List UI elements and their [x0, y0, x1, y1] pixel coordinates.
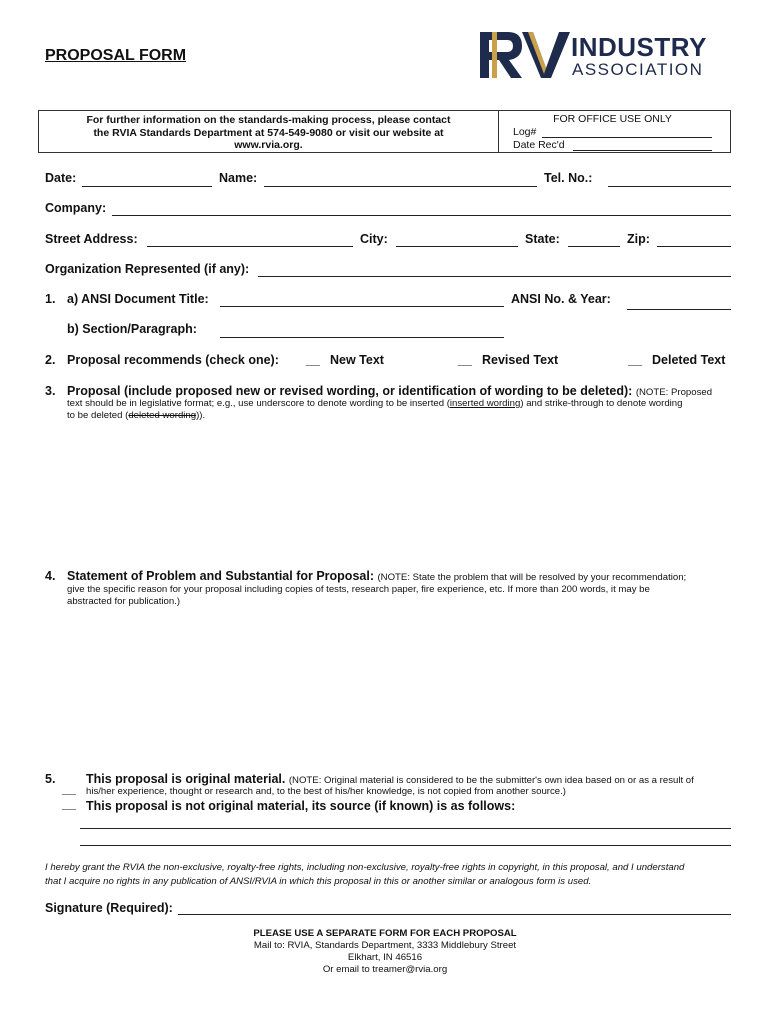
log-label: Log#: [513, 126, 537, 138]
organization-label: Organization Represented (if any):: [45, 262, 250, 276]
new-text-label: New Text: [330, 353, 384, 367]
logo-industry: INDUSTRY: [571, 32, 707, 62]
contact-line-3: www.rvia.org.: [234, 139, 303, 151]
item2-number: 2.: [45, 353, 56, 367]
problem-statement-area[interactable]: [45, 612, 731, 762]
item3-note-e: )).: [196, 410, 206, 421]
item3-note: [67, 398, 737, 422]
section-paragraph-field[interactable]: [220, 337, 504, 338]
item3-note-c: ) and strike-through to denote wording: [520, 398, 683, 409]
info-box: [38, 110, 731, 153]
deleted-wording-example: deleted wording: [128, 410, 197, 421]
rights-grant: [45, 861, 735, 889]
signature-field[interactable]: [178, 914, 731, 915]
proposal-text-area[interactable]: [45, 428, 731, 558]
street-field[interactable]: [147, 246, 353, 247]
grant-line-1: I hereby grant the RVIA the non-exclusive, royalty-free rights, including non-exclusive, royalty-free rights in copyright, in this proposal, and I understand: [45, 862, 685, 873]
item1-number: 1.: [45, 292, 56, 306]
state-field[interactable]: [568, 246, 620, 247]
city-field[interactable]: [396, 246, 518, 247]
deleted-text-label: Deleted Text: [652, 353, 726, 367]
not-original-material-checkbox[interactable]: __: [62, 797, 76, 811]
item4-title: Statement of Problem and Substantial for Proposal:: [67, 569, 374, 583]
office-use-box: [499, 111, 730, 154]
item4-number: 4.: [45, 569, 56, 583]
item5b-title: This proposal is not original material, its source (if known) is as follows:: [86, 799, 516, 813]
ansi-title-label: a) ANSI Document Title:: [67, 292, 209, 306]
contact-line-2: the RVIA Standards Department at 574-549-9080 or visit our website at: [93, 126, 444, 139]
item5-note-a: (NOTE: Original material is considered to be the submitter's own idea based on or as a result of: [288, 775, 694, 786]
revised-text-checkbox[interactable]: __: [458, 353, 472, 367]
item3-note-d: to be deleted (: [67, 410, 129, 421]
item5-heading: [86, 772, 694, 786]
page-title: PROPOSAL FORM: [45, 47, 187, 64]
item3-note-a: (NOTE: Proposed: [635, 387, 713, 398]
item4-note-b: give the specific reason for your proposal including copies of tests, research paper, fire experience, etc. If more than 200 words, it may be: [67, 584, 650, 595]
name-field[interactable]: [264, 186, 537, 187]
company-field[interactable]: [112, 215, 731, 216]
item4-note-a: (NOTE: State the problem that will be resolved by your recommendation;: [377, 572, 687, 583]
office-use-title: FOR OFFICE USE ONLY: [553, 113, 672, 125]
date-field[interactable]: [82, 186, 212, 187]
source-line-1[interactable]: [80, 828, 731, 829]
item5-title: This proposal is original material.: [86, 772, 286, 786]
organization-field[interactable]: [258, 276, 731, 277]
ansi-no-year-label: ANSI No. & Year:: [511, 292, 611, 306]
item3-number: 3.: [45, 384, 56, 398]
inserted-wording-example: inserted wording: [449, 398, 521, 409]
item4-note-c: abstracted for publication.): [67, 596, 181, 607]
email-line: Or email to treamer@rvia.org: [322, 964, 448, 975]
item3-heading: [67, 384, 712, 398]
section-paragraph-label: b) Section/Paragraph:: [67, 322, 197, 336]
logo-association: ASSOCIATION: [572, 60, 704, 79]
tel-label: Tel. No.:: [544, 171, 593, 185]
separate-form-notice: PLEASE USE A SEPARATE FORM FOR EACH PROPOSAL: [253, 928, 517, 939]
mail-city-line: Elkhart, IN 46516: [347, 952, 423, 963]
street-label: Street Address:: [45, 232, 138, 246]
item5-number: 5.: [45, 772, 56, 786]
revised-text-label: Revised Text: [482, 353, 559, 367]
zip-label: Zip:: [627, 232, 650, 246]
proposal-recommends-label: Proposal recommends (check one):: [67, 353, 279, 367]
source-line-2[interactable]: [80, 845, 731, 846]
mail-to-line: Mail to: RVIA, Standards Department, 3333 Middlebury Street: [253, 940, 517, 951]
contact-line-1: For further information on the standards-making process, please contact: [86, 114, 451, 126]
signature-label: Signature (Required):: [45, 901, 173, 915]
ansi-no-year-field[interactable]: [627, 309, 731, 310]
company-label: Company:: [45, 201, 107, 215]
contact-info: [39, 111, 499, 152]
item4-note: [67, 584, 737, 608]
item4-heading: [67, 569, 686, 583]
item3-title: Proposal (include proposed new or revised wording, or identification of wording to be deleted):: [67, 384, 633, 398]
footer: [0, 928, 770, 976]
tel-field[interactable]: [608, 186, 731, 187]
date-recd-label: Date Rec'd: [513, 139, 565, 151]
zip-field[interactable]: [657, 246, 731, 247]
rvia-logo: [478, 28, 730, 84]
grant-line-2: that I acquire no rights in any publication of ANSI/RVIA in which this proposal in this or another similar or analogous form is used.: [45, 876, 592, 887]
log-field[interactable]: [542, 137, 712, 138]
date-recd-field[interactable]: [573, 150, 712, 151]
city-label: City:: [360, 232, 388, 246]
new-text-checkbox[interactable]: __: [306, 353, 320, 367]
ansi-title-field[interactable]: [220, 306, 504, 307]
original-material-checkbox[interactable]: __: [62, 782, 76, 796]
state-label: State:: [525, 232, 560, 246]
date-label: Date:: [45, 171, 77, 185]
deleted-text-checkbox[interactable]: __: [628, 353, 642, 367]
name-label: Name:: [219, 171, 258, 185]
item5-note-b: his/her experience, thought or research and, to the best of his/her knowledge, is not copied from another source.): [86, 786, 566, 797]
item3-note-b: text should be in legislative format; e.g., use underscore to denote wording to be inserted (: [67, 398, 450, 409]
